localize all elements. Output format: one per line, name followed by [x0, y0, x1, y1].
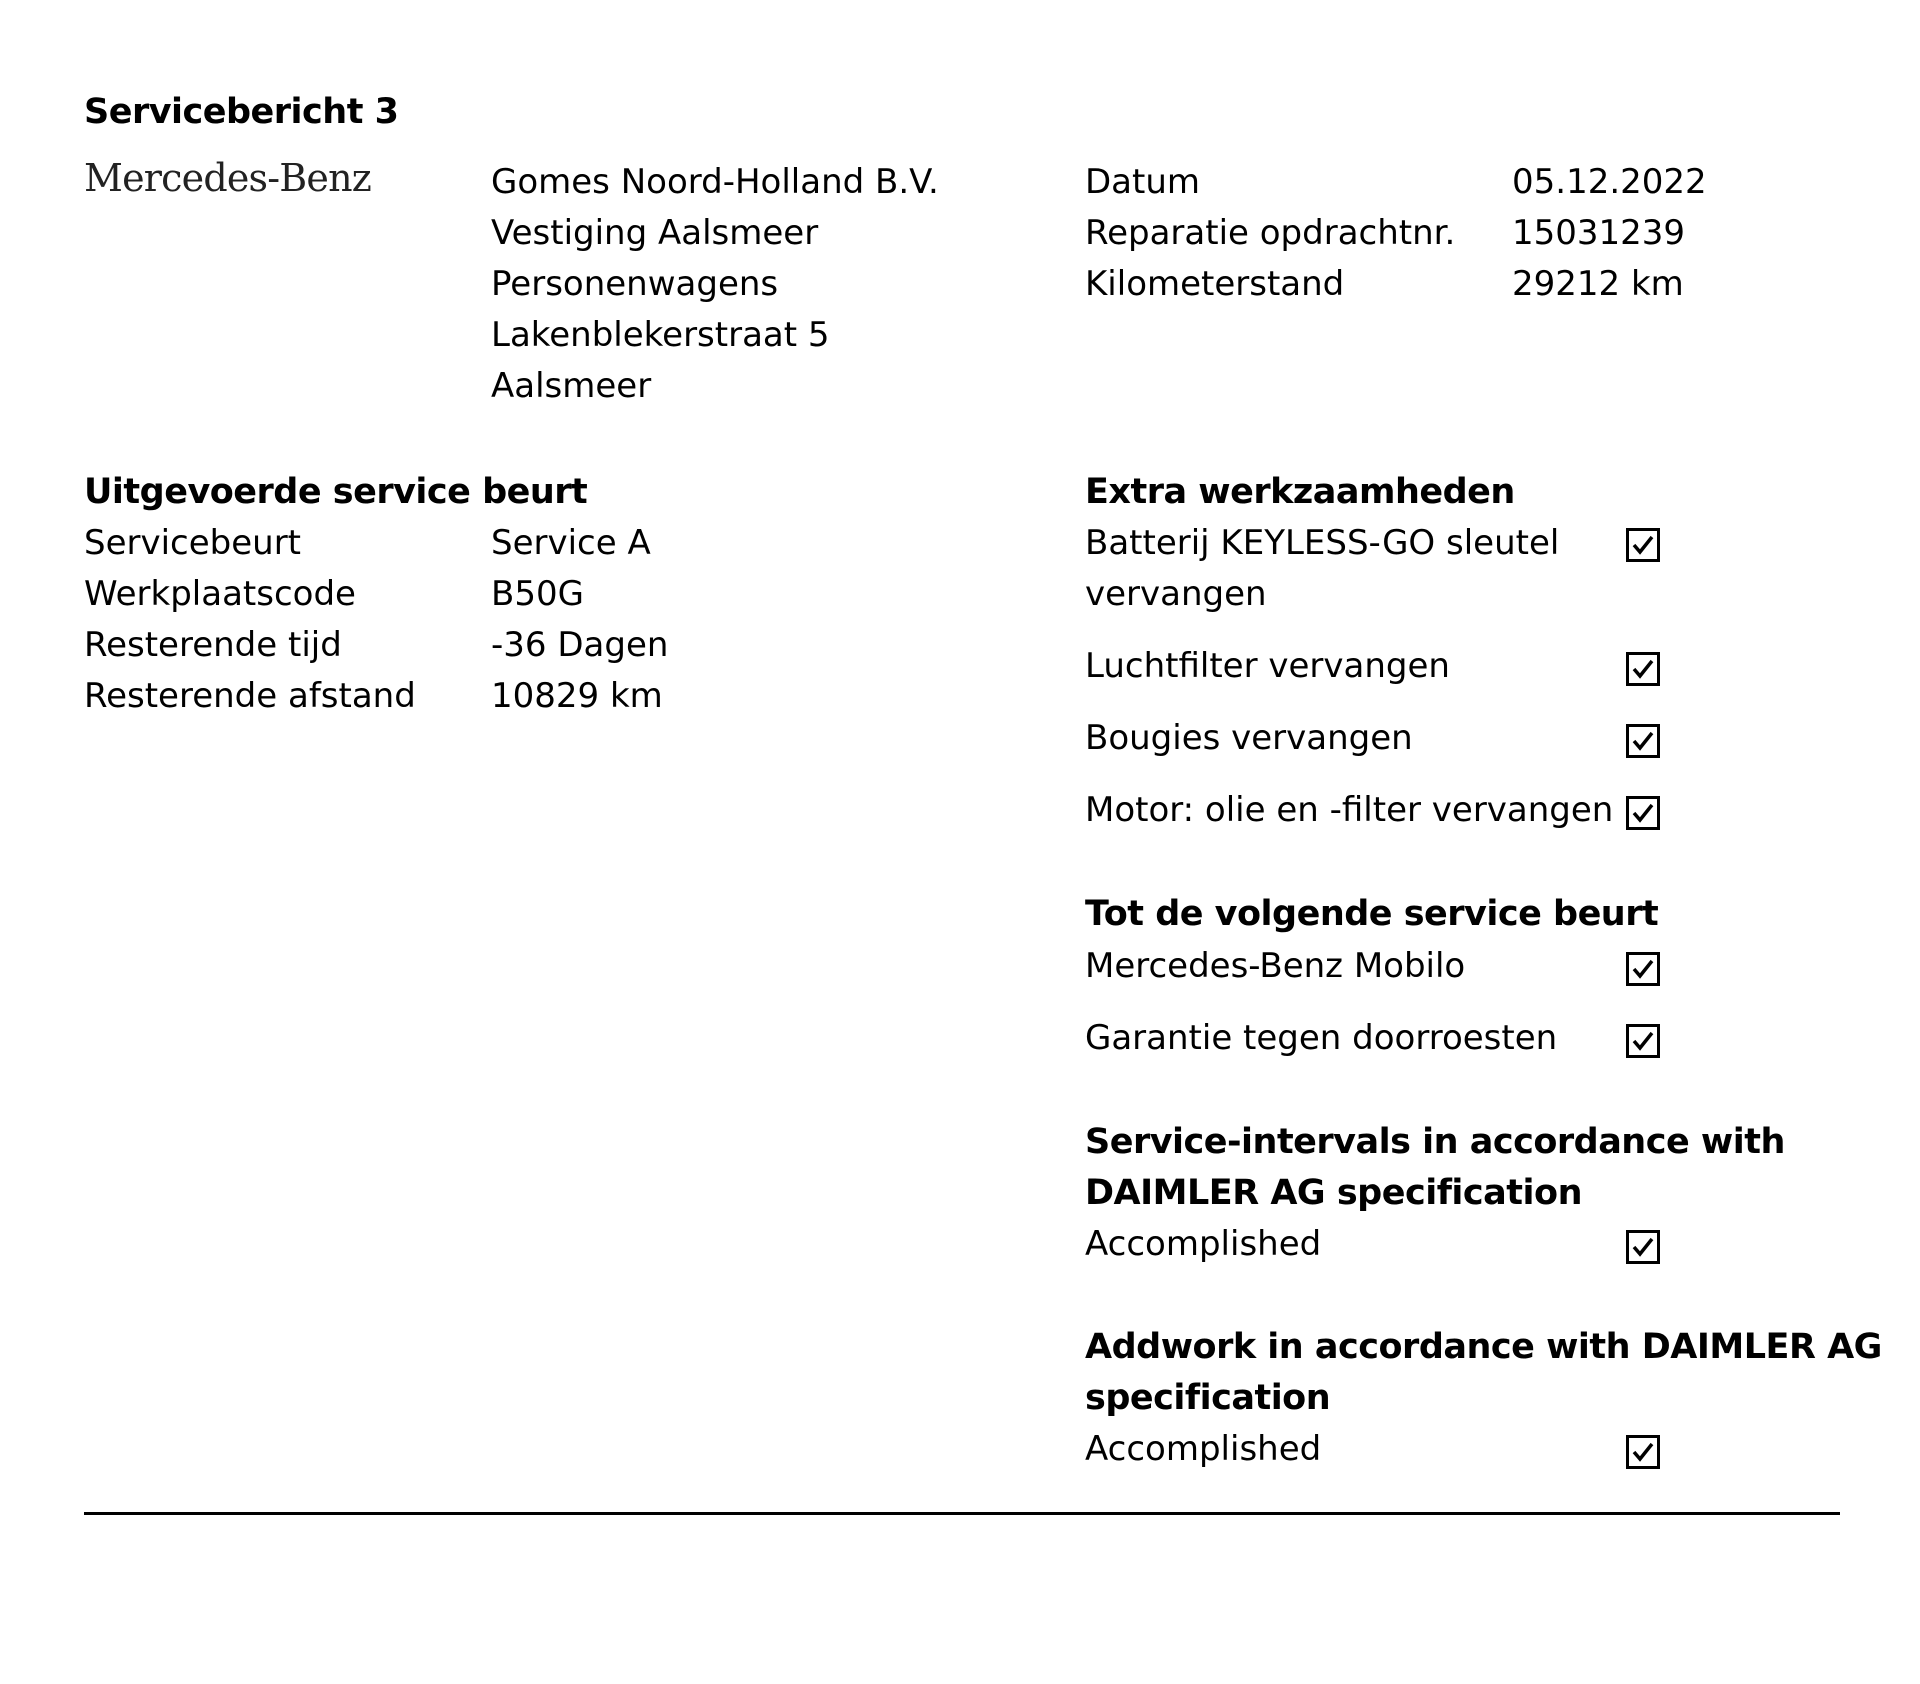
- date-label: Datum: [1085, 162, 1201, 202]
- addwork-accomplished: Accomplished: [1085, 1429, 1322, 1469]
- mileage-value: 29212 km: [1512, 264, 1684, 304]
- checkbox-spark-plugs[interactable]: [1626, 724, 1660, 758]
- service-type-label: Servicebeurt: [84, 523, 302, 563]
- checkmark-icon: [1631, 957, 1655, 981]
- dealer-street: Lakenblekerstraat 5: [491, 315, 830, 355]
- date-value: 05.12.2022: [1512, 162, 1707, 202]
- bottom-divider: [84, 1512, 1840, 1515]
- workshop-code-label: Werkplaatscode: [84, 574, 356, 614]
- extra-heading: Extra werkzaamheden: [1085, 472, 1515, 512]
- info-values: [1512, 157, 1707, 310]
- service-values: [491, 518, 668, 722]
- extra-item-oil-filter: Motor: olie en -filter vervangen: [1085, 790, 1614, 830]
- info-labels: [1085, 157, 1455, 310]
- addwork-heading-line1: Addwork in accordance with DAIMLER AG: [1085, 1327, 1882, 1367]
- next-item-rust-warranty: Garantie tegen doorroesten: [1085, 1018, 1558, 1058]
- intervals-heading-line2: DAIMLER AG specification: [1085, 1173, 1582, 1213]
- checkmark-icon: [1631, 533, 1655, 557]
- checkbox-mobilo[interactable]: [1626, 952, 1660, 986]
- extra-item-keyless-line1: Batterij KEYLESS-GO sleutel: [1085, 523, 1560, 563]
- checkmark-icon: [1631, 729, 1655, 753]
- dealer-city: Aalsmeer: [491, 366, 652, 406]
- dealer-address: [491, 157, 939, 412]
- remaining-time-label: Resterende tijd: [84, 625, 342, 665]
- remaining-distance-value: 10829 km: [491, 676, 663, 716]
- checkbox-addwork-accomplished[interactable]: [1626, 1435, 1660, 1469]
- checkbox-keyless-battery[interactable]: [1626, 528, 1660, 562]
- service-heading: Uitgevoerde service beurt: [84, 472, 588, 512]
- order-number-value: 15031239: [1512, 213, 1686, 253]
- dealer-name: Gomes Noord-Holland B.V.: [491, 162, 939, 202]
- checkmark-icon: [1631, 801, 1655, 825]
- page-title: Servicebericht 3: [84, 92, 399, 132]
- extra-item-air-filter: Luchtfilter vervangen: [1085, 646, 1450, 686]
- checkmark-icon: [1631, 1029, 1655, 1053]
- extra-item-keyless-line2: vervangen: [1085, 574, 1267, 614]
- remaining-time-value: -36 Dagen: [491, 625, 669, 665]
- dealer-branch: Vestiging Aalsmeer: [491, 213, 819, 253]
- intervals-accomplished: Accomplished: [1085, 1224, 1322, 1264]
- checkbox-rust-warranty[interactable]: [1626, 1024, 1660, 1058]
- remaining-distance-label: Resterende afstand: [84, 676, 416, 716]
- extra-item-spark-plugs: Bougies vervangen: [1085, 718, 1413, 758]
- checkmark-icon: [1631, 1235, 1655, 1259]
- checkbox-intervals-accomplished[interactable]: [1626, 1230, 1660, 1264]
- workshop-code-value: B50G: [491, 574, 584, 614]
- service-labels: [84, 518, 416, 722]
- order-number-label: Reparatie opdrachtnr.: [1085, 213, 1456, 253]
- next-heading: Tot de volgende service beurt: [1085, 894, 1659, 934]
- mercedes-benz-logo: Mercedes-Benz: [84, 156, 371, 200]
- next-item-mobilo: Mercedes-Benz Mobilo: [1085, 946, 1466, 986]
- checkmark-icon: [1631, 657, 1655, 681]
- mileage-label: Kilometerstand: [1085, 264, 1345, 304]
- checkmark-icon: [1631, 1440, 1655, 1464]
- service-type-value: Service A: [491, 523, 651, 563]
- checkbox-oil-filter[interactable]: [1626, 796, 1660, 830]
- intervals-heading-line1: Service-intervals in accordance with: [1085, 1122, 1785, 1162]
- checkbox-air-filter[interactable]: [1626, 652, 1660, 686]
- dealer-department: Personenwagens: [491, 264, 779, 304]
- addwork-heading-line2: specification: [1085, 1378, 1331, 1418]
